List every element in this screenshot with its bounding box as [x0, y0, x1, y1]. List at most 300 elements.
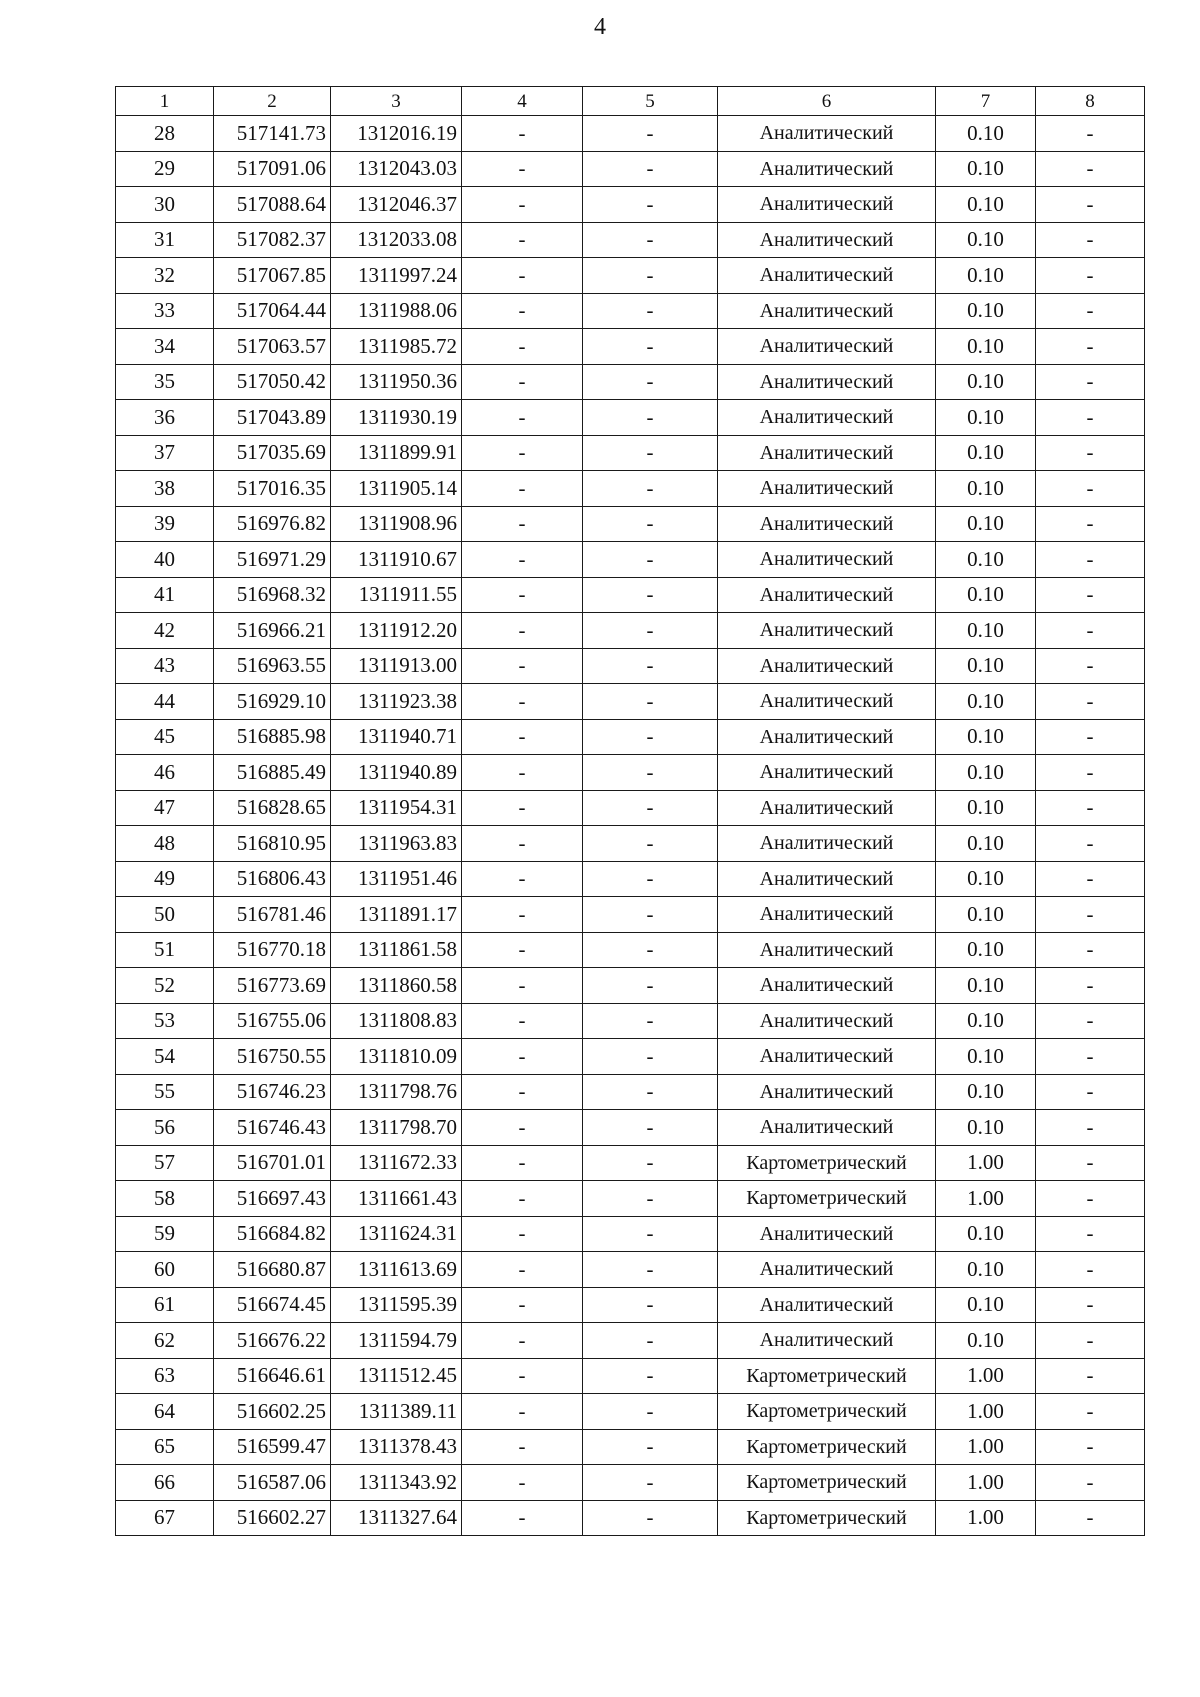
accuracy-cell: 0.10	[936, 1003, 1036, 1039]
column-5-cell: -	[583, 1465, 718, 1501]
column-4-cell: -	[462, 1039, 583, 1075]
point-number-cell: 58	[116, 1181, 214, 1217]
x-coordinate-cell: 516929.10	[214, 684, 331, 720]
method-cell: Аналитический	[718, 826, 936, 862]
point-number-cell: 48	[116, 826, 214, 862]
accuracy-cell: 0.10	[936, 932, 1036, 968]
point-number-cell: 41	[116, 577, 214, 613]
accuracy-cell: 1.00	[936, 1500, 1036, 1536]
page-number: 4	[594, 14, 606, 40]
column-8-cell: -	[1036, 1394, 1145, 1430]
column-5-cell: -	[583, 1394, 718, 1430]
y-coordinate-cell: 1312043.03	[331, 151, 462, 187]
column-8-cell: -	[1036, 1110, 1145, 1146]
point-number-cell: 34	[116, 329, 214, 365]
y-coordinate-cell: 1311930.19	[331, 400, 462, 436]
column-8-cell: -	[1036, 1323, 1145, 1359]
accuracy-cell: 1.00	[936, 1429, 1036, 1465]
column-4-cell: -	[462, 1216, 583, 1252]
y-coordinate-cell: 1311940.89	[331, 755, 462, 791]
table-row	[116, 1074, 1145, 1110]
x-coordinate-cell: 516684.82	[214, 1216, 331, 1252]
x-coordinate-cell: 516746.23	[214, 1074, 331, 1110]
column-4-cell: -	[462, 293, 583, 329]
table-row	[116, 577, 1145, 613]
accuracy-cell: 0.10	[936, 897, 1036, 933]
column-5-cell: -	[583, 826, 718, 862]
x-coordinate-cell: 516770.18	[214, 932, 331, 968]
table-row	[116, 968, 1145, 1004]
method-cell: Аналитический	[718, 1003, 936, 1039]
table-row	[116, 1252, 1145, 1288]
y-coordinate-cell: 1311997.24	[331, 258, 462, 294]
x-coordinate-cell: 517016.35	[214, 471, 331, 507]
x-coordinate-cell: 516750.55	[214, 1039, 331, 1075]
column-5-cell: -	[583, 151, 718, 187]
column-header-5: 5	[583, 87, 718, 116]
coordinates-table	[115, 86, 1145, 1536]
accuracy-cell: 0.10	[936, 471, 1036, 507]
accuracy-cell: 0.10	[936, 719, 1036, 755]
column-4-cell: -	[462, 506, 583, 542]
y-coordinate-cell: 1311861.58	[331, 932, 462, 968]
method-cell: Аналитический	[718, 1216, 936, 1252]
x-coordinate-cell: 516701.01	[214, 1145, 331, 1181]
y-coordinate-cell: 1311860.58	[331, 968, 462, 1004]
column-5-cell: -	[583, 613, 718, 649]
column-8-cell: -	[1036, 506, 1145, 542]
table-row	[116, 826, 1145, 862]
x-coordinate-cell: 517088.64	[214, 187, 331, 223]
column-8-cell: -	[1036, 790, 1145, 826]
x-coordinate-cell: 516746.43	[214, 1110, 331, 1146]
table-row	[116, 1145, 1145, 1181]
point-number-cell: 43	[116, 648, 214, 684]
point-number-cell: 67	[116, 1500, 214, 1536]
column-8-cell: -	[1036, 1358, 1145, 1394]
column-8-cell: -	[1036, 1216, 1145, 1252]
column-5-cell: -	[583, 293, 718, 329]
column-5-cell: -	[583, 932, 718, 968]
x-coordinate-cell: 516966.21	[214, 613, 331, 649]
accuracy-cell: 0.10	[936, 790, 1036, 826]
column-8-cell: -	[1036, 897, 1145, 933]
table-row	[116, 1039, 1145, 1075]
column-8-cell: -	[1036, 861, 1145, 897]
accuracy-cell: 0.10	[936, 364, 1036, 400]
point-number-cell: 40	[116, 542, 214, 578]
point-number-cell: 47	[116, 790, 214, 826]
column-4-cell: -	[462, 577, 583, 613]
y-coordinate-cell: 1312033.08	[331, 222, 462, 258]
x-coordinate-cell: 516602.27	[214, 1500, 331, 1536]
column-5-cell: -	[583, 471, 718, 507]
y-coordinate-cell: 1311891.17	[331, 897, 462, 933]
column-8-cell: -	[1036, 258, 1145, 294]
method-cell: Аналитический	[718, 1323, 936, 1359]
column-5-cell: -	[583, 1145, 718, 1181]
column-8-cell: -	[1036, 1003, 1145, 1039]
y-coordinate-cell: 1311985.72	[331, 329, 462, 365]
table-row	[116, 258, 1145, 294]
method-cell: Аналитический	[718, 116, 936, 152]
x-coordinate-cell: 516676.22	[214, 1323, 331, 1359]
column-4-cell: -	[462, 1252, 583, 1288]
column-4-cell: -	[462, 435, 583, 471]
y-coordinate-cell: 1311808.83	[331, 1003, 462, 1039]
x-coordinate-cell: 517082.37	[214, 222, 331, 258]
method-cell: Картометрический	[718, 1465, 936, 1501]
table-row	[116, 222, 1145, 258]
column-5-cell: -	[583, 258, 718, 294]
accuracy-cell: 1.00	[936, 1465, 1036, 1501]
accuracy-cell: 0.10	[936, 435, 1036, 471]
column-4-cell: -	[462, 1394, 583, 1430]
point-number-cell: 30	[116, 187, 214, 223]
column-8-cell: -	[1036, 968, 1145, 1004]
table-row	[116, 613, 1145, 649]
accuracy-cell: 0.10	[936, 861, 1036, 897]
column-4-cell: -	[462, 542, 583, 578]
x-coordinate-cell: 517141.73	[214, 116, 331, 152]
x-coordinate-cell: 516755.06	[214, 1003, 331, 1039]
method-cell: Аналитический	[718, 506, 936, 542]
y-coordinate-cell: 1311910.67	[331, 542, 462, 578]
accuracy-cell: 0.10	[936, 1323, 1036, 1359]
point-number-cell: 49	[116, 861, 214, 897]
method-cell: Картометрический	[718, 1181, 936, 1217]
point-number-cell: 55	[116, 1074, 214, 1110]
column-4-cell: -	[462, 329, 583, 365]
x-coordinate-cell: 516806.43	[214, 861, 331, 897]
column-header-2: 2	[214, 87, 331, 116]
x-coordinate-cell: 517064.44	[214, 293, 331, 329]
column-8-cell: -	[1036, 577, 1145, 613]
method-cell: Аналитический	[718, 968, 936, 1004]
accuracy-cell: 0.10	[936, 187, 1036, 223]
method-cell: Аналитический	[718, 542, 936, 578]
x-coordinate-cell: 516697.43	[214, 1181, 331, 1217]
table-row	[116, 364, 1145, 400]
column-4-cell: -	[462, 648, 583, 684]
point-number-cell: 39	[116, 506, 214, 542]
column-4-cell: -	[462, 1465, 583, 1501]
column-5-cell: -	[583, 1323, 718, 1359]
table-row	[116, 790, 1145, 826]
column-4-cell: -	[462, 861, 583, 897]
accuracy-cell: 0.10	[936, 1216, 1036, 1252]
column-4-cell: -	[462, 364, 583, 400]
y-coordinate-cell: 1311594.79	[331, 1323, 462, 1359]
y-coordinate-cell: 1311913.00	[331, 648, 462, 684]
method-cell: Аналитический	[718, 613, 936, 649]
point-number-cell: 33	[116, 293, 214, 329]
column-5-cell: -	[583, 222, 718, 258]
point-number-cell: 63	[116, 1358, 214, 1394]
point-number-cell: 56	[116, 1110, 214, 1146]
x-coordinate-cell: 516646.61	[214, 1358, 331, 1394]
x-coordinate-cell: 516971.29	[214, 542, 331, 578]
table-header	[116, 87, 1145, 116]
table-row	[116, 1110, 1145, 1146]
column-4-cell: -	[462, 897, 583, 933]
method-cell: Аналитический	[718, 577, 936, 613]
x-coordinate-cell: 516968.32	[214, 577, 331, 613]
accuracy-cell: 0.10	[936, 116, 1036, 152]
point-number-cell: 38	[116, 471, 214, 507]
table-row	[116, 151, 1145, 187]
method-cell: Аналитический	[718, 719, 936, 755]
accuracy-cell: 0.10	[936, 293, 1036, 329]
column-5-cell: -	[583, 684, 718, 720]
x-coordinate-cell: 517035.69	[214, 435, 331, 471]
column-5-cell: -	[583, 435, 718, 471]
point-number-cell: 35	[116, 364, 214, 400]
point-number-cell: 54	[116, 1039, 214, 1075]
column-4-cell: -	[462, 1500, 583, 1536]
x-coordinate-cell: 517091.06	[214, 151, 331, 187]
x-coordinate-cell: 516602.25	[214, 1394, 331, 1430]
method-cell: Аналитический	[718, 222, 936, 258]
column-5-cell: -	[583, 542, 718, 578]
table-row	[116, 1287, 1145, 1323]
column-4-cell: -	[462, 1287, 583, 1323]
column-5-cell: -	[583, 116, 718, 152]
x-coordinate-cell: 517063.57	[214, 329, 331, 365]
x-coordinate-cell: 516885.49	[214, 755, 331, 791]
accuracy-cell: 0.10	[936, 400, 1036, 436]
column-8-cell: -	[1036, 187, 1145, 223]
column-5-cell: -	[583, 187, 718, 223]
x-coordinate-cell: 517050.42	[214, 364, 331, 400]
point-number-cell: 64	[116, 1394, 214, 1430]
column-5-cell: -	[583, 1358, 718, 1394]
method-cell: Аналитический	[718, 790, 936, 826]
column-5-cell: -	[583, 400, 718, 436]
method-cell: Аналитический	[718, 435, 936, 471]
x-coordinate-cell: 516976.82	[214, 506, 331, 542]
point-number-cell: 51	[116, 932, 214, 968]
table-row	[116, 1500, 1145, 1536]
method-cell: Аналитический	[718, 755, 936, 791]
column-5-cell: -	[583, 1110, 718, 1146]
x-coordinate-cell: 516680.87	[214, 1252, 331, 1288]
x-coordinate-cell: 516773.69	[214, 968, 331, 1004]
column-4-cell: -	[462, 755, 583, 791]
y-coordinate-cell: 1311950.36	[331, 364, 462, 400]
y-coordinate-cell: 1311672.33	[331, 1145, 462, 1181]
accuracy-cell: 0.10	[936, 1252, 1036, 1288]
column-4-cell: -	[462, 1358, 583, 1394]
method-cell: Аналитический	[718, 471, 936, 507]
y-coordinate-cell: 1311343.92	[331, 1465, 462, 1501]
column-4-cell: -	[462, 1145, 583, 1181]
y-coordinate-cell: 1311512.45	[331, 1358, 462, 1394]
y-coordinate-cell: 1311988.06	[331, 293, 462, 329]
point-number-cell: 65	[116, 1429, 214, 1465]
table-row	[116, 1358, 1145, 1394]
x-coordinate-cell: 516885.98	[214, 719, 331, 755]
table-row	[116, 1003, 1145, 1039]
table-row	[116, 648, 1145, 684]
x-coordinate-cell: 516674.45	[214, 1287, 331, 1323]
y-coordinate-cell: 1311912.20	[331, 613, 462, 649]
column-8-cell: -	[1036, 1465, 1145, 1501]
method-cell: Аналитический	[718, 258, 936, 294]
table-row	[116, 932, 1145, 968]
table-row	[116, 897, 1145, 933]
column-4-cell: -	[462, 1003, 583, 1039]
accuracy-cell: 0.10	[936, 506, 1036, 542]
point-number-cell: 46	[116, 755, 214, 791]
column-8-cell: -	[1036, 1039, 1145, 1075]
accuracy-cell: 0.10	[936, 968, 1036, 1004]
method-cell: Аналитический	[718, 1252, 936, 1288]
point-number-cell: 60	[116, 1252, 214, 1288]
column-8-cell: -	[1036, 648, 1145, 684]
table-row	[116, 861, 1145, 897]
column-8-cell: -	[1036, 471, 1145, 507]
y-coordinate-cell: 1311624.31	[331, 1216, 462, 1252]
column-5-cell: -	[583, 364, 718, 400]
table-row	[116, 187, 1145, 223]
accuracy-cell: 0.10	[936, 258, 1036, 294]
method-cell: Картометрический	[718, 1145, 936, 1181]
point-number-cell: 37	[116, 435, 214, 471]
method-cell: Картометрический	[718, 1358, 936, 1394]
column-5-cell: -	[583, 1429, 718, 1465]
column-8-cell: -	[1036, 1145, 1145, 1181]
table-body	[116, 116, 1145, 1536]
column-8-cell: -	[1036, 116, 1145, 152]
column-8-cell: -	[1036, 400, 1145, 436]
column-5-cell: -	[583, 1003, 718, 1039]
point-number-cell: 42	[116, 613, 214, 649]
table-row	[116, 435, 1145, 471]
column-5-cell: -	[583, 329, 718, 365]
column-header-4: 4	[462, 87, 583, 116]
method-cell: Аналитический	[718, 897, 936, 933]
accuracy-cell: 0.10	[936, 577, 1036, 613]
table-row	[116, 400, 1145, 436]
column-5-cell: -	[583, 790, 718, 826]
method-cell: Аналитический	[718, 364, 936, 400]
column-8-cell: -	[1036, 435, 1145, 471]
column-5-cell: -	[583, 1039, 718, 1075]
y-coordinate-cell: 1311798.70	[331, 1110, 462, 1146]
point-number-cell: 61	[116, 1287, 214, 1323]
column-4-cell: -	[462, 151, 583, 187]
y-coordinate-cell: 1311911.55	[331, 577, 462, 613]
table-row	[116, 542, 1145, 578]
table-row	[116, 684, 1145, 720]
column-8-cell: -	[1036, 755, 1145, 791]
table-row	[116, 116, 1145, 152]
table-row	[116, 293, 1145, 329]
column-header-1: 1	[116, 87, 214, 116]
method-cell: Аналитический	[718, 400, 936, 436]
accuracy-cell: 0.10	[936, 329, 1036, 365]
point-number-cell: 57	[116, 1145, 214, 1181]
table-row	[116, 1429, 1145, 1465]
y-coordinate-cell: 1311661.43	[331, 1181, 462, 1217]
table-row	[116, 506, 1145, 542]
column-5-cell: -	[583, 506, 718, 542]
column-8-cell: -	[1036, 542, 1145, 578]
y-coordinate-cell: 1311378.43	[331, 1429, 462, 1465]
column-4-cell: -	[462, 826, 583, 862]
method-cell: Аналитический	[718, 1039, 936, 1075]
column-5-cell: -	[583, 861, 718, 897]
accuracy-cell: 0.10	[936, 613, 1036, 649]
table-row	[116, 755, 1145, 791]
point-number-cell: 31	[116, 222, 214, 258]
x-coordinate-cell: 516810.95	[214, 826, 331, 862]
column-8-cell: -	[1036, 222, 1145, 258]
table-row	[116, 1465, 1145, 1501]
method-cell: Аналитический	[718, 187, 936, 223]
y-coordinate-cell: 1312046.37	[331, 187, 462, 223]
method-cell: Картометрический	[718, 1394, 936, 1430]
column-8-cell: -	[1036, 364, 1145, 400]
accuracy-cell: 0.10	[936, 648, 1036, 684]
method-cell: Аналитический	[718, 1110, 936, 1146]
table-row	[116, 1216, 1145, 1252]
method-cell: Аналитический	[718, 684, 936, 720]
column-8-cell: -	[1036, 1252, 1145, 1288]
column-4-cell: -	[462, 1323, 583, 1359]
column-5-cell: -	[583, 1287, 718, 1323]
column-5-cell: -	[583, 1216, 718, 1252]
accuracy-cell: 1.00	[936, 1358, 1036, 1394]
y-coordinate-cell: 1311905.14	[331, 471, 462, 507]
column-8-cell: -	[1036, 1429, 1145, 1465]
accuracy-cell: 0.10	[936, 1110, 1036, 1146]
column-4-cell: -	[462, 187, 583, 223]
method-cell: Аналитический	[718, 648, 936, 684]
point-number-cell: 52	[116, 968, 214, 1004]
header-row	[116, 87, 1145, 116]
point-number-cell: 28	[116, 116, 214, 152]
column-4-cell: -	[462, 1429, 583, 1465]
column-4-cell: -	[462, 719, 583, 755]
column-4-cell: -	[462, 471, 583, 507]
column-header-7: 7	[936, 87, 1036, 116]
table-row	[116, 471, 1145, 507]
table-row	[116, 1181, 1145, 1217]
column-8-cell: -	[1036, 826, 1145, 862]
table-row	[116, 1394, 1145, 1430]
method-cell: Аналитический	[718, 932, 936, 968]
point-number-cell: 59	[116, 1216, 214, 1252]
column-8-cell: -	[1036, 1181, 1145, 1217]
point-number-cell: 36	[116, 400, 214, 436]
column-4-cell: -	[462, 1074, 583, 1110]
column-4-cell: -	[462, 400, 583, 436]
column-5-cell: -	[583, 897, 718, 933]
point-number-cell: 32	[116, 258, 214, 294]
column-header-6: 6	[718, 87, 936, 116]
point-number-cell: 62	[116, 1323, 214, 1359]
accuracy-cell: 1.00	[936, 1181, 1036, 1217]
y-coordinate-cell: 1311613.69	[331, 1252, 462, 1288]
column-4-cell: -	[462, 790, 583, 826]
method-cell: Аналитический	[718, 151, 936, 187]
method-cell: Картометрический	[718, 1500, 936, 1536]
column-4-cell: -	[462, 1110, 583, 1146]
accuracy-cell: 0.10	[936, 1287, 1036, 1323]
accuracy-cell: 1.00	[936, 1394, 1036, 1430]
